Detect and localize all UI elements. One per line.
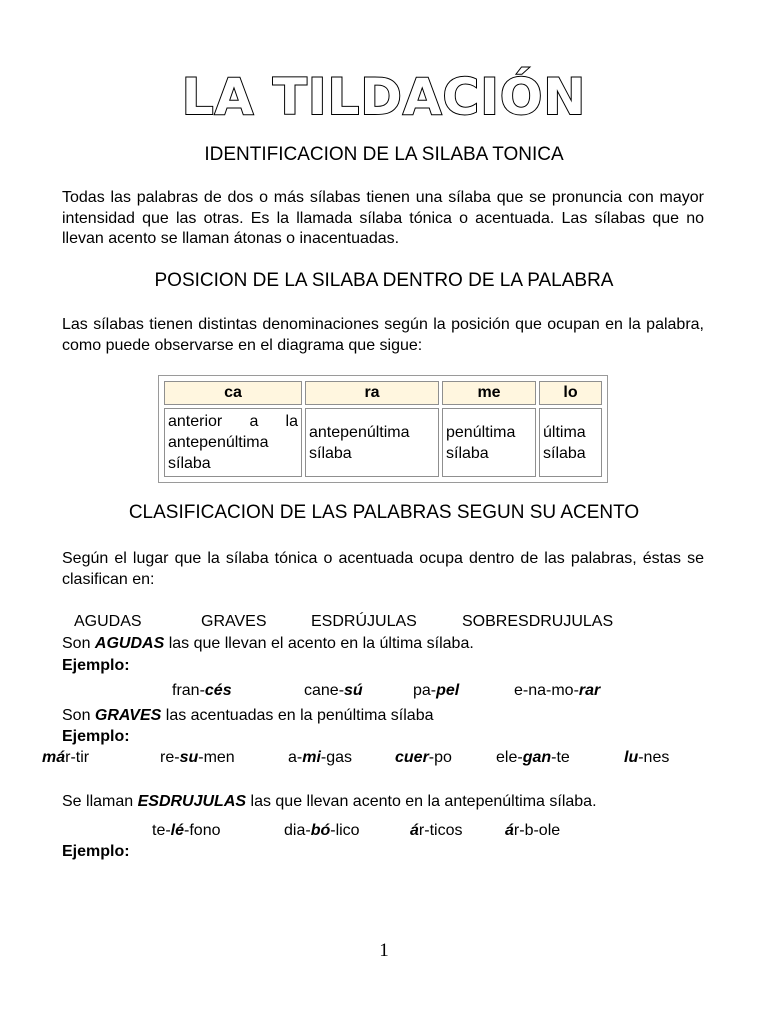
esdrujulas-definition: Se llaman ESDRUJULAS las que llevan acento en la antepenúltima sílaba.	[62, 793, 597, 810]
category-agudas: AGUDAS	[74, 613, 142, 630]
example-word: ár-ticos	[410, 822, 463, 839]
table-header-ca: ca	[164, 381, 302, 405]
esdrujulas-term: ESDRUJULAS	[137, 793, 247, 810]
example-word: cane-sú	[304, 682, 363, 699]
agudas-example-label: Ejemplo:	[62, 657, 130, 674]
agudas-term: AGUDAS	[94, 635, 165, 652]
section-heading-identificacion: IDENTIFICACION DE LA SILABA TONICA	[204, 144, 564, 165]
example-word: a-mi-gas	[288, 749, 353, 766]
table-header-ra: ra	[305, 381, 439, 405]
example-word: re-su-men	[160, 749, 235, 766]
page-number: 1	[379, 940, 389, 961]
syllable-position-table	[158, 375, 608, 483]
example-word: lu-nes	[624, 749, 670, 766]
graves-definition: Son GRAVES las acentuadas en la penúltima sílaba	[62, 707, 434, 724]
category-graves: GRAVES	[201, 613, 267, 630]
example-word: ele-gan-te	[496, 749, 570, 766]
paragraph-denominaciones: Las sílabas tienen distintas denominaciones según la posición que ocupan en la palabra, como puede observarse en el diagrama que sigue:	[62, 316, 704, 354]
example-word: cuer-po	[395, 749, 452, 766]
example-word: e-na-mo-rar	[514, 682, 601, 699]
graves-example-label: Ejemplo:	[62, 728, 130, 745]
example-word: ár-b-ole	[505, 822, 561, 839]
paragraph-silaba-tonica: Todas las palabras de dos o más sílabas tienen una sílaba que se pronuncia con mayor intensidad que las otras. Es la llamada sílaba tónica o acentuada. Las sílabas que no llevan acento se llaman átonas o inacentuadas.	[62, 189, 704, 247]
table-cell-anterior: anterior a la antepenúltima sílaba	[164, 408, 302, 477]
paragraph-clasificacion: Según el lugar que la sílaba tónica o acentuada ocupa dentro de las palabras, éstas se clasifican en:	[62, 550, 704, 588]
agudas-definition: Son AGUDAS las que llevan el acento en la última sílaba.	[62, 635, 474, 652]
page-title: LA TILDACIÓN	[181, 68, 587, 126]
graves-term: GRAVES	[94, 707, 162, 724]
table-cell-ultima: última sílaba	[539, 408, 602, 477]
category-esdrujulas: ESDRÚJULAS	[311, 613, 417, 630]
table-header-lo: lo	[539, 381, 602, 405]
example-word: fran-cés	[172, 682, 232, 699]
example-word: pa-pel	[413, 682, 460, 699]
esdrujulas-example-label: Ejemplo:	[62, 843, 130, 860]
example-word: te-lé-fono	[152, 822, 221, 839]
table-header-me: me	[442, 381, 536, 405]
section-heading-clasificacion: CLASIFICACION DE LAS PALABRAS SEGUN SU ACENTO	[128, 502, 640, 523]
example-word: dia-bó-lico	[284, 822, 360, 839]
example-word: már-tir	[42, 749, 90, 766]
section-heading-posicion: POSICION DE LA SILABA DENTRO DE LA PALABRA	[154, 270, 614, 291]
table-cell-penultima: penúltima sílaba	[442, 408, 536, 477]
category-sobresdrujulas: SOBRESDRUJULAS	[462, 613, 614, 630]
table-cell-antepenultima: antepenúltima sílaba	[305, 408, 439, 477]
